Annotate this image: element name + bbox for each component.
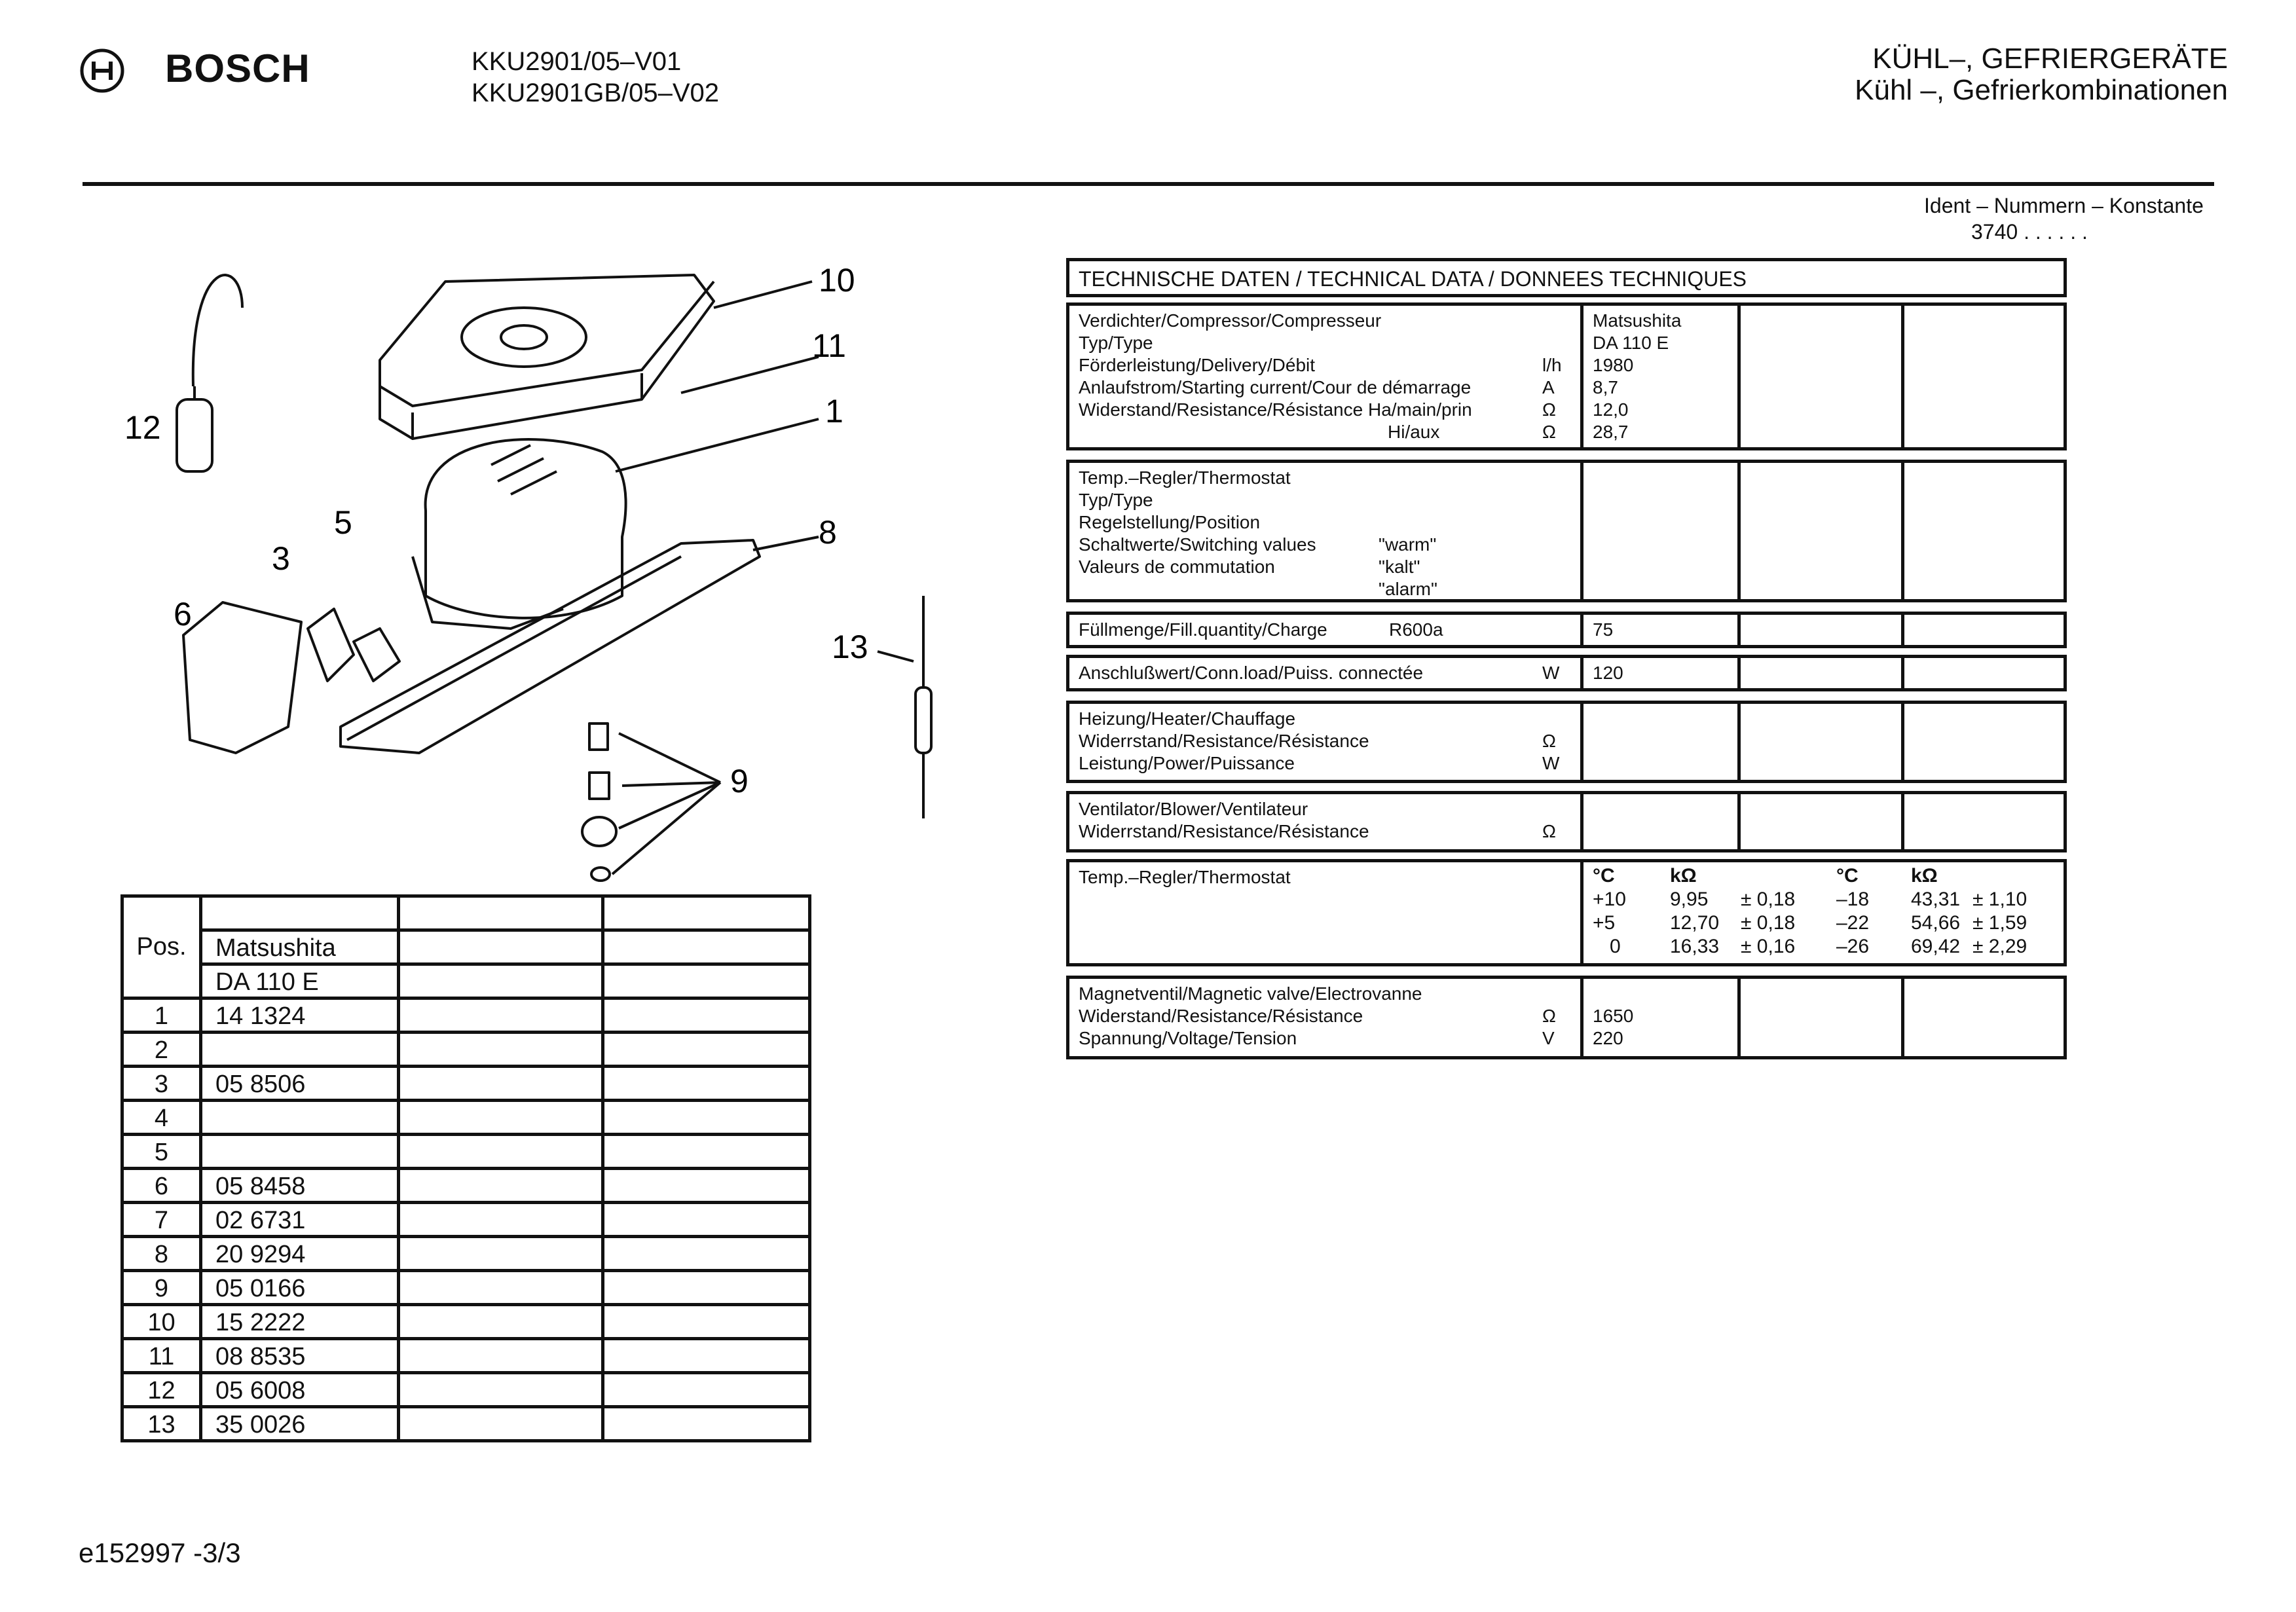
brand-cell: Matsushita [201,930,399,964]
t-row2-c2: –22 [1836,912,1870,934]
valve-resistance-value: 1650 [1593,1006,1634,1026]
part-number-cell: 35 0026 [201,1407,399,1441]
pos-cell: 9 [122,1271,201,1305]
parts-table [120,894,811,1442]
pos-cell: 1 [122,998,201,1033]
part-number-cell: 05 8506 [201,1067,399,1101]
heater-units [1542,708,1559,775]
pos-cell: 5 [122,1135,201,1169]
t-row2-tol2: ± 1,59 [1972,912,2028,934]
part-number-cell: 05 0166 [201,1271,399,1305]
t-row3-c1: 0 [1610,936,1621,957]
pos-cell: 7 [122,1203,201,1237]
col-1 [1580,463,1583,599]
t-row3-k2: 69,42 [1911,936,1961,957]
table-cell [603,998,810,1033]
head-c-2: °C [1836,865,1859,887]
table-row [122,930,810,964]
part-number-cell: 20 9294 [201,1237,399,1271]
table-cell [603,1169,810,1203]
col-3 [1901,463,1904,599]
blower-resistance-label: Widerrstand/Resistance/Résistance [1079,821,1369,841]
table-row [122,964,810,998]
fill-value-col [1580,615,1614,645]
table-row [122,1135,810,1169]
table-cell [399,964,603,998]
table-cell [399,1407,603,1441]
capacitor-part [177,275,242,471]
compressor-res-aux: 28,7 [1593,422,1629,442]
table-cell [603,1101,810,1135]
technical-data-header [1066,258,2067,297]
t-row2-k2: 54,66 [1911,912,1961,934]
fill-quantity-value: 75 [1593,619,1614,640]
table-cell [603,1135,810,1169]
head-k-1: kΩ [1670,865,1697,887]
col-1 [1580,704,1583,780]
connected-load-unit: W [1542,663,1560,683]
overload-part [354,629,399,681]
table-cell [603,1305,810,1339]
callout-3: 3 [272,540,290,577]
col-3 [1901,979,1904,1056]
fastener-set-part [582,724,616,881]
table-row [122,896,810,930]
col-2 [1737,704,1741,780]
compressor-delivery: 1980 [1593,355,1634,375]
part-number-cell: 15 2222 [201,1305,399,1339]
compressor-current: 8,7 [1593,377,1618,397]
table-cell [603,964,810,998]
pos-cell: 3 [122,1067,201,1101]
thermostat-label: Temp.–Regler/Thermostat [1079,467,1291,488]
magnetic-valve-section [1066,976,2067,1059]
blower-section [1066,791,2067,852]
col-2 [1737,463,1741,599]
table-row [122,1033,810,1067]
unit-ohm: Ω [1542,399,1556,420]
state-warm: "warm" [1379,534,1437,555]
table-row [122,1407,810,1441]
table-cell [603,1237,810,1271]
t-row3-k1: 16,33 [1670,936,1720,957]
table-cell [603,1373,810,1407]
type-cell: DA 110 E [201,964,399,998]
model-2: KKU2901GB/05–V02 [472,79,720,107]
table-row [122,1169,810,1203]
part-number-cell [201,1033,399,1067]
t-row3-tol2: ± 2,29 [1972,936,2028,957]
col-2 [1737,979,1741,1056]
connected-load-label: Anschlußwert/Conn.load/Puiss. connectée [1079,663,1424,683]
compressor-labels [1079,310,1472,443]
table-row [122,1271,810,1305]
heater-power-label: Leistung/Power/Puissance [1079,753,1295,773]
pos-header: Pos. [122,896,201,998]
callout-12: 11 [812,327,846,364]
table-cell [399,1203,603,1237]
bosch-logo-icon [79,47,126,94]
compressor-units [1542,310,1562,443]
table-cell [399,1339,603,1373]
t-row3-tol1: ± 0,16 [1741,936,1796,957]
thermostat-section [1066,460,2067,602]
table-cell [399,1101,603,1135]
product-category [1855,43,2228,106]
col-2 [1737,658,1741,688]
valve-label: Magnetventil/Magnetic valve/Electrovanne [1079,983,1422,1004]
table-cell [201,896,399,930]
switching-values-label: Schaltwerte/Switching values [1079,534,1316,555]
col-3 [1901,306,1904,447]
conn-value-col [1580,658,1623,688]
unit-lh: l/h [1542,355,1562,375]
valve-units [1542,983,1556,1050]
compressor-value-col [1580,306,1682,447]
callout-11: 10 [819,262,855,299]
part-number-cell: 02 6731 [201,1203,399,1237]
compressor-section [1066,302,2067,450]
heater-section [1066,701,2067,783]
table-row [122,1237,810,1271]
resistance-aux-label: Hi/aux [1388,422,1440,442]
head-c-1: °C [1593,865,1615,887]
fill-quantity-label: Füllmenge/Fill.quantity/Charge [1079,619,1327,640]
table-row [122,1339,810,1373]
callout-5: 5 [334,504,352,541]
model-numbers [472,46,719,109]
t-row2-tol1: ± 0,18 [1741,912,1796,934]
table-cell [399,1237,603,1271]
fill-quantity-section [1066,612,2067,648]
valve-labels [1079,983,1422,1050]
model-1: KKU2901/05–V01 [472,47,682,76]
exploded-parts-diagram [105,229,995,884]
valve-value-col [1580,979,1634,1056]
pos-cell: 12 [122,1373,201,1407]
table-cell [399,1373,603,1407]
ident-label: Ident – Nummern – Konstante [1924,194,2204,217]
table-cell [603,1339,810,1373]
callout-6: 6 [174,596,192,632]
technical-data-title: TECHNISCHE DATEN / TECHNICAL DATA / DONNEES TECHNIQUES [1079,267,1747,291]
heater-labels [1079,708,1369,775]
starting-current-label: Anlaufstrom/Starting current/Cour de démarrage [1079,377,1472,397]
table-cell [603,1033,810,1067]
table-row [122,1203,810,1237]
compressor-label: Verdichter/Compressor/Compresseur [1079,310,1382,331]
relay-cover-part [183,602,301,753]
thermostat2-label: Temp.–Regler/Thermostat [1079,867,1291,887]
state-cold: "kalt" [1379,557,1420,577]
part-number-cell [201,1135,399,1169]
type-label: Typ/Type [1079,333,1153,353]
t-row1-c2: –18 [1836,888,1870,910]
blower-unit-ohm: Ω [1542,821,1556,841]
filter-drier-part [916,596,931,818]
ident-constant [1924,192,2204,245]
refrigerant-name: R600a [1389,619,1443,640]
compressor-part [413,439,626,629]
part-number-cell [201,1101,399,1135]
table-cell [399,896,603,930]
col-1 [1580,794,1583,849]
table-cell [603,1407,810,1441]
connected-load-section [1066,655,2067,691]
part-number-cell: 14 1324 [201,998,399,1033]
pos-cell: 13 [122,1407,201,1441]
table-cell [399,1271,603,1305]
t-row1-k2: 43,31 [1911,888,1961,910]
pos-cell: 2 [122,1033,201,1067]
category-line-2: Kühl –, Gefrierkombinationen [1855,74,2228,106]
unit-a: A [1542,377,1555,397]
unit-ohm-aux: Ω [1542,422,1556,442]
table-cell [399,1033,603,1067]
position-label: Regelstellung/Position [1079,512,1261,532]
table-row [122,1067,810,1101]
category-line-1: KÜHL–, GEFRIERGERÄTE [1872,43,2228,75]
document-code: e152997 -3/3 [79,1537,241,1568]
thermostat-resistance-table [1580,862,2028,963]
heater-unit-w: W [1542,753,1560,773]
table-cell [603,1067,810,1101]
t-row1-tol2: ± 1,10 [1972,888,2028,910]
callout-8: 8 [819,514,837,551]
compressor-res-main: 12,0 [1593,399,1629,420]
pos-cell: 10 [122,1305,201,1339]
t-row1-tol1: ± 0,18 [1741,888,1796,910]
callout-10: 12 [124,409,161,446]
resistance-main-label: Widerstand/Resistance/Résistance Ha/main/prin [1079,399,1472,420]
compressor-maker: Matsushita [1593,310,1682,331]
col-3 [1901,658,1904,688]
col-3 [1901,704,1904,780]
thermostat-table-section [1066,859,2067,966]
part-number-cell: 05 8458 [201,1169,399,1203]
part-number-cell: 05 6008 [201,1373,399,1407]
blower-label: Ventilator/Blower/Ventilateur [1079,799,1308,819]
table-cell [399,1067,603,1101]
pos-cell: 11 [122,1339,201,1373]
t-row2-k1: 12,70 [1670,912,1720,934]
table-cell [603,930,810,964]
t-row1-c1: +10 [1593,888,1626,910]
t-row1-k1: 9,95 [1670,888,1709,910]
base-plate-part [341,540,760,753]
ident-value: 3740 . . . . . . [1971,220,2088,244]
table-cell [603,1271,810,1305]
valve-unit-v: V [1542,1028,1555,1048]
t-row3-c2: –26 [1836,936,1870,957]
col-2 [1737,306,1741,447]
heater-label: Heizung/Heater/Chauffage [1079,708,1296,729]
valve-resistance-label: Widerstand/Resistance/Résistance [1079,1006,1363,1026]
table-cell [603,896,810,930]
state-alarm: "alarm" [1379,579,1437,599]
table-cell [399,1305,603,1339]
delivery-label: Förderleistung/Delivery/Débit [1079,355,1316,375]
table-cell [399,1169,603,1203]
table-row [122,998,810,1033]
header-divider [83,182,2214,186]
col-3 [1901,615,1904,645]
blower-units [1542,798,1556,843]
blower-labels [1079,798,1369,843]
valve-unit-ohm: Ω [1542,1006,1556,1026]
head-k-2: kΩ [1911,865,1938,887]
heater-unit-ohm: Ω [1542,731,1556,751]
valve-voltage-label: Spannung/Voltage/Tension [1079,1028,1297,1048]
heater-resistance-label: Widerrstand/Resistance/Résistance [1079,731,1369,751]
valve-voltage-value: 220 [1593,1028,1623,1048]
connected-load-value: 120 [1593,663,1623,683]
part-number-cell: 08 8535 [201,1339,399,1373]
pos-cell: 4 [122,1101,201,1135]
col-3 [1901,794,1904,849]
drip-tray-part [380,275,714,439]
table-cell [399,998,603,1033]
table-row [122,1101,810,1135]
table-cell [399,930,603,964]
table-row [122,1373,810,1407]
thermostat-type-label: Typ/Type [1079,490,1153,510]
brand-name: BOSCH [165,46,310,90]
callout-9: 9 [730,763,749,799]
col-2 [1737,615,1741,645]
thermostat-labels [1079,467,1316,578]
pos-cell: 6 [122,1169,201,1203]
compressor-type: DA 110 E [1593,333,1669,353]
pos-cell: 8 [122,1237,201,1271]
table-cell [399,1135,603,1169]
table-cell [603,1203,810,1237]
commutation-label: Valeurs de commutation [1079,557,1275,577]
callout-13: 13 [832,629,868,665]
thermostat-states [1379,534,1437,600]
col-2 [1737,794,1741,849]
callout-1: 1 [825,393,843,430]
t-row2-c1: +5 [1593,912,1616,934]
relay-part [308,609,354,681]
table-row [122,1305,810,1339]
